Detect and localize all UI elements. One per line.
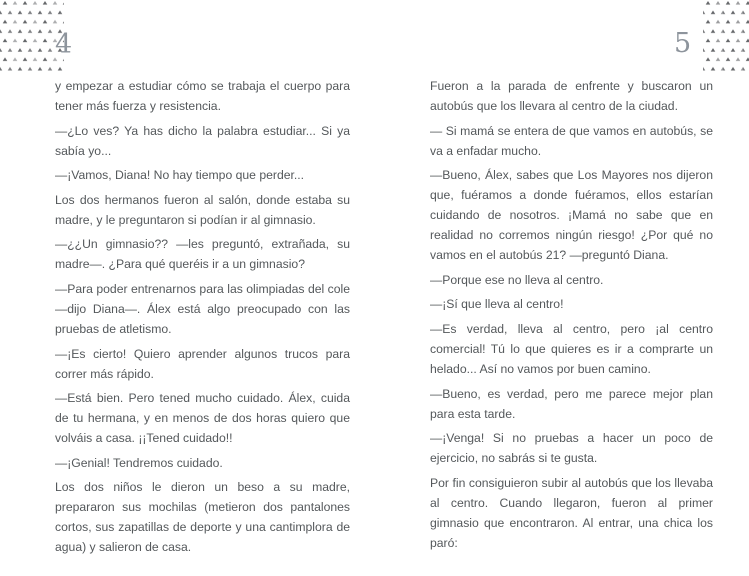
paragraph: — Si mamá se entera de que vamos en autobús, se va a enfadar mucho. (430, 123, 713, 158)
paragraph: —¿¿Un gimnasio?? —les preguntó, extrañada, su madre—. ¿Para qué queréis ir a un gimnasio? (55, 237, 350, 272)
paragraph: —Bueno, es verdad, pero me parece mejor plan para esta tarde. (430, 386, 713, 421)
paragraph: Los dos hermanos fueron al salón, donde estaba su madre, y le preguntaron si podían ir al gimnasio. (55, 192, 350, 227)
page-number-right: 5 (674, 28, 692, 59)
paragraph: —Es verdad, lleva al centro, pero ¡al centro comercial! Tú lo que quieres es ir a comprarte un helado... Así no vamos por buen camino. (430, 321, 713, 376)
page-number-left: 4 (55, 29, 73, 60)
page-text-left (55, 76, 350, 562)
paragraph: —¿Lo ves? Ya has dicho la palabra estudiar... Si ya sabía yo... (55, 123, 350, 158)
paragraph: —¡Sí que lleva al centro! (430, 297, 564, 312)
paragraph: —¡Vamos, Diana! No hay tiempo que perder... (55, 168, 305, 183)
paragraph: —¡Genial! Tendremos cuidado. (55, 455, 223, 470)
paragraph: —Porque ese no lleva al centro. (430, 272, 604, 287)
corner-triangle-pattern-right-icon (703, 0, 749, 71)
paragraph: Los dos niños le dieron un beso a su madre, prepararon sus mochilas (metieron dos pantalones cortos, sus zapatillas de deporte y una cantimplora de agua) y salieron de casa. (55, 480, 350, 555)
paragraph: —¡Es cierto! Quiero aprender algunos trucos para correr más rápido. (55, 346, 350, 381)
page-text-right (430, 76, 713, 557)
paragraph: —¡Venga! Si no pruebas a hacer un poco de ejercicio, no sabrás si te gusta. (430, 431, 713, 466)
paragraph: Por fin consiguieron subir al autobús que los llevaba al centro. Cuando llegaron, fueron al primer gimnasio que encontraron. Al entrar, una chica los paró: (430, 475, 713, 550)
paragraph: Fueron a la parada de enfrente y buscaron un autobús que los llevara al centro de la ciudad. (430, 79, 713, 113)
paragraph: —Está bien. Pero tened mucho cuidado. Álex, cuida de tu hermana, y en menos de dos horas quiero que volváis a casa. ¡¡Tened cuidado!! (55, 391, 350, 446)
paragraph: —Para poder entrenarnos para las olimpiadas del cole —dijo Diana—. Álex está algo preocupado con las pruebas de atletismo. (55, 281, 350, 336)
paragraph: —Bueno, Álex, sabes que Los Mayores nos dijeron que, fuéramos a donde fuéramos, ellos estarían cuidando de nosotros. ¡Mamá no sabe que en realidad no corremos ningún riesgo! ¿Por qué no vamos en el autobús 21? —preguntó Diana. (430, 168, 713, 263)
paragraph: y empezar a estudiar cómo se trabaja el cuerpo para tener más fuerza y resistencia. (55, 79, 350, 113)
